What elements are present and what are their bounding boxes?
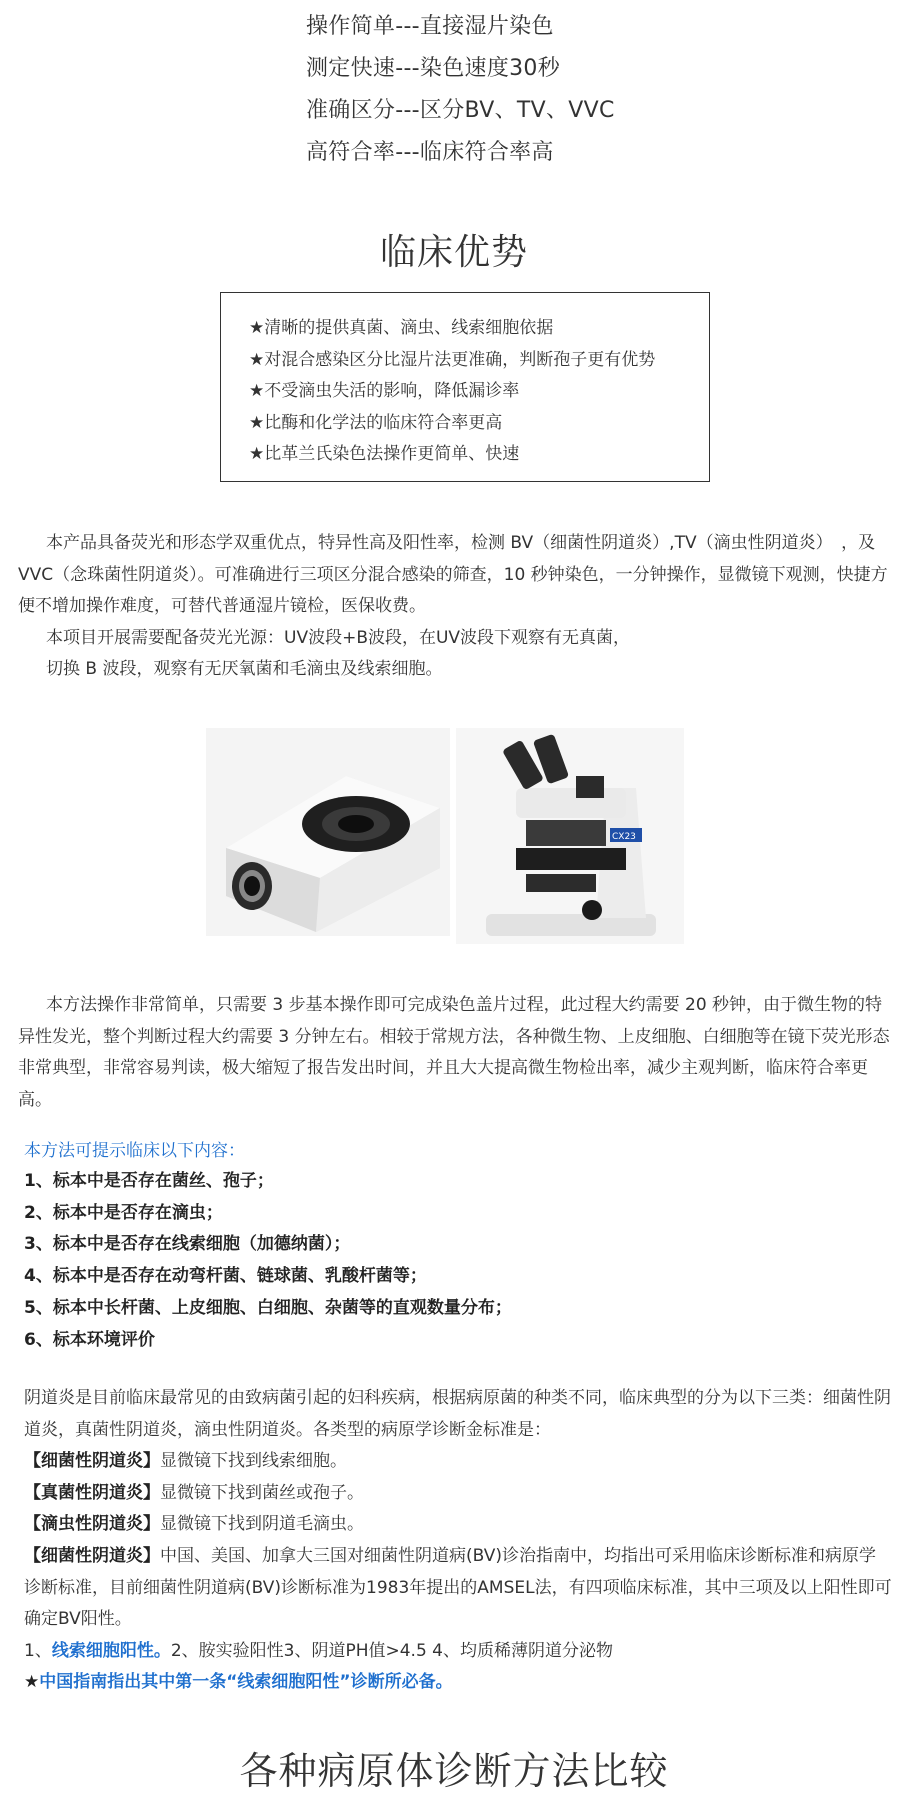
- microscope-illustration: [456, 728, 684, 944]
- diagnosis-standard: [24, 1478, 892, 1510]
- hint-item: 1、标本中是否存在菌丝、孢子；: [24, 1171, 274, 1191]
- star-icon: ★: [24, 1672, 40, 1693]
- hints-title: 本方法可提示临床以下内容：: [24, 1141, 245, 1161]
- product-intro-paragraph: 本产品具备荧光和形态学双重优点，特异性高及阳性率，检测 BV（细菌性阴道炎）,TV（滴虫性阴道炎） ，及 VVC（念珠菌性阴道炎）。可准确进行三项区分混合感染的筛查，10 秒钟染色，一分钟操作，显微镜下观测，快捷方便不增加操作难度，可替代普通湿片镜检，医保收费。: [18, 533, 888, 616]
- fluorescence-module-illustration: [206, 728, 450, 936]
- standard-label: 【细菌性阴道炎】: [24, 1451, 160, 1472]
- diagnosis-standard: [24, 1446, 892, 1478]
- standard-text: 显微镜下找到线索细胞。: [160, 1451, 347, 1472]
- microscope-brand-label: CX23: [612, 832, 636, 842]
- criteria-highlight: 线索细胞阳性。: [51, 1640, 171, 1661]
- hints-list: [24, 1166, 512, 1356]
- feature-item: 测定快速---染色速度30秒: [306, 56, 561, 81]
- method-description: [18, 990, 890, 1116]
- guideline-text: 中国、美国、加拿大三国对细菌性阴道病(BV)诊治指南中，均指出可采用临床诊断标准和病原学诊断标准，目前细菌性阴道病(BV)诊断标准为1983年提出的AMSEL法，有四项临床标准，其中三项及以上阳性即可确定BV阳性。: [24, 1545, 892, 1630]
- hint-item: 6、标本环境评价: [24, 1329, 155, 1350]
- hint-item: 3、标本中是否存在线索细胞（加德纳菌）；: [24, 1234, 351, 1255]
- fluorescence-module-image: [206, 728, 450, 936]
- criteria-prefix: 1、: [24, 1640, 52, 1661]
- vaginitis-intro: 阴道炎是目前临床最常见的由致病菌引起的妇科疾病，根据病原菌的种类不同，临床典型的分为以下三类：细菌性阴道炎，真菌性阴道炎，滴虫性阴道炎。各类型的病原学诊断金标准是：: [24, 1388, 891, 1440]
- advantage-item: ★清晰的提供真菌、滴虫、线索细胞依据: [249, 318, 554, 338]
- hint-item: 4、标本中是否存在动弯杆菌、链球菌、乳酸杆菌等；: [24, 1266, 427, 1287]
- product-images: [206, 728, 684, 944]
- feature-item: 高符合率---临床符合率高: [306, 140, 554, 165]
- product-intro: [18, 528, 890, 686]
- criteria-rest: 2、胺实验阳性3、阴道PH值>4.5 4、均质稀薄阴道分泌物: [170, 1640, 613, 1661]
- guideline-label: 【细菌性阴道炎】: [24, 1545, 160, 1566]
- amsel-criteria: [24, 1636, 892, 1668]
- advantage-item: ★不受滴虫失活的影响，降低漏诊率: [249, 381, 520, 401]
- clinical-advantage-box: [220, 292, 710, 482]
- method-paragraph: 本方法操作非常简单，只需要 3 步基本操作即可完成染色盖片过程，此过程大约需要 20 秒钟，由于微生物的特异性发光，整个判断过程大约需要 3 分钟左右。相较于常规方法，各种微生物、上皮细胞、白细胞等在镜下荧光形态非常典型，非常容易判读，极大缩短了报告发出时间，并且大大提高微生物检出率，减少主观判断，临床符合率更高。: [18, 995, 890, 1110]
- note-text: 中国指南指出其中第一条“线索细胞阳性”诊断所必备。: [39, 1672, 453, 1693]
- feature-list: [306, 6, 615, 174]
- standard-text: 显微镜下找到菌丝或孢子。: [160, 1482, 364, 1503]
- advantage-item: ★对混合感染区分比湿片法更准确，判断孢子更有优势: [249, 349, 656, 370]
- light-source-paragraph-2: 切换 B 波段，观察有无厌氧菌和毛滴虫及线索细胞。: [46, 659, 443, 679]
- light-source-paragraph: 本项目开展需要配备荧光光源：UV波段+B波段，在UV波段下观察有无真菌，: [46, 627, 631, 648]
- standard-label: 【真菌性阴道炎】: [24, 1482, 160, 1503]
- advantage-item: ★比酶和化学法的临床符合率更高: [249, 412, 503, 433]
- diagnosis-standard: [24, 1509, 892, 1541]
- microscope-image: [456, 728, 684, 944]
- vaginitis-section: [24, 1383, 892, 1699]
- hint-item: 2、标本中是否存在滴虫；: [24, 1202, 223, 1223]
- hint-item: 5、标本中长杆菌、上皮细胞、白细胞、杂菌等的直观数量分布；: [24, 1297, 512, 1318]
- standard-text: 显微镜下找到阴道毛滴虫。: [160, 1514, 364, 1535]
- standard-label: 【滴虫性阴道炎】: [24, 1514, 160, 1535]
- feature-item: 准确区分---区分BV、TV、VVC: [306, 98, 615, 123]
- clinical-advantage-title: 临床优势: [379, 232, 528, 273]
- guideline-paragraph: [24, 1541, 892, 1636]
- feature-item: 操作简单---直接湿片染色: [306, 14, 554, 39]
- advantage-item: ★比革兰氏染色法操作更简单、快速: [249, 444, 520, 464]
- guideline-note: [24, 1667, 892, 1699]
- comparison-title: 各种病原体诊断方法比较: [239, 1749, 669, 1793]
